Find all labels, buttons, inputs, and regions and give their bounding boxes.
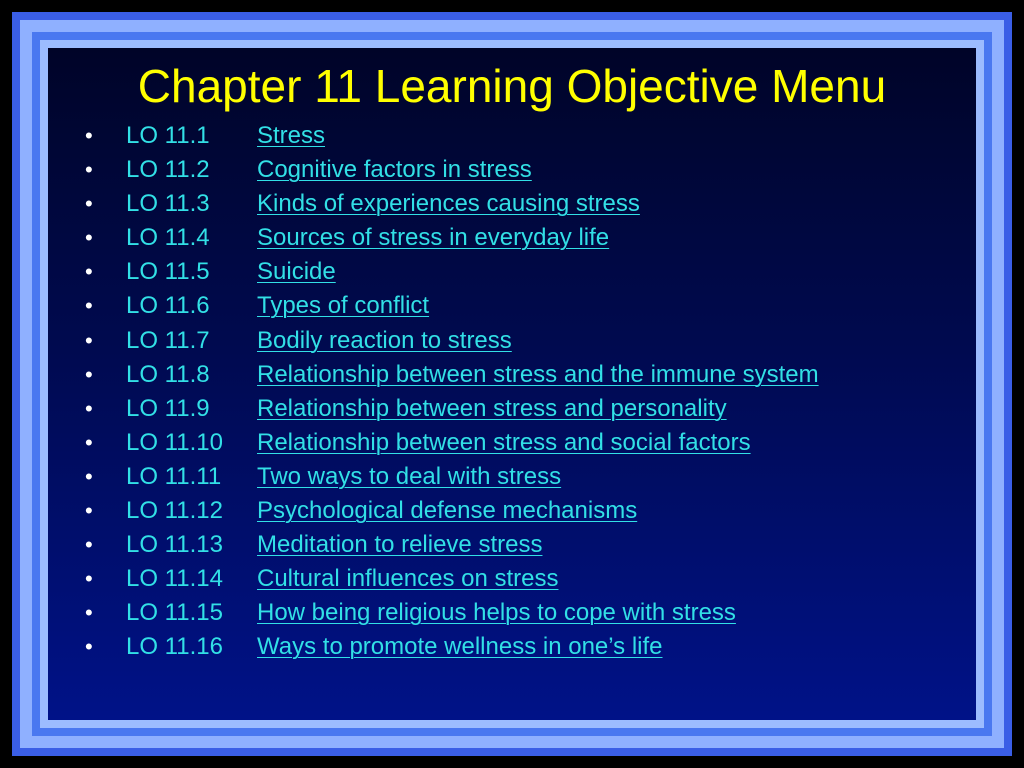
lo-code: LO 11.5 bbox=[126, 258, 210, 286]
menu-item bbox=[48, 494, 976, 528]
lo-code: LO 11.16 bbox=[126, 633, 223, 661]
lo-text: Ways to promote wellness in one’s life bbox=[257, 633, 663, 661]
lo-text: Relationship between stress and social factors bbox=[257, 428, 751, 456]
menu-item bbox=[48, 221, 976, 255]
bullet-icon: • bbox=[85, 157, 93, 183]
lo-text: How being religious helps to cope with stress bbox=[257, 599, 736, 627]
lo-text: Meditation to relieve stress bbox=[257, 531, 543, 559]
lo-text: Cognitive factors in stress bbox=[257, 156, 532, 184]
lo-text: Relationship between stress and the immune system bbox=[257, 360, 819, 388]
lo-link-4[interactable] bbox=[126, 221, 609, 255]
bullet-icon: • bbox=[85, 123, 93, 148]
bullet-icon: • bbox=[85, 532, 93, 558]
lo-code: LO 11.6 bbox=[126, 292, 210, 320]
menu-item bbox=[48, 324, 976, 358]
lo-text: Psychological defense mechanisms bbox=[257, 497, 638, 525]
lo-code: LO 11.9 bbox=[126, 394, 210, 422]
menu-item bbox=[48, 255, 976, 289]
lo-text: Sources of stress in everyday life bbox=[257, 224, 610, 252]
lo-text: Types of conflict bbox=[257, 292, 430, 320]
menu-item bbox=[48, 392, 976, 426]
slide-panel bbox=[48, 48, 976, 720]
menu-item bbox=[48, 358, 976, 392]
lo-text: Stress bbox=[257, 122, 326, 149]
lo-code: LO 11.14 bbox=[126, 565, 223, 593]
menu-item bbox=[48, 562, 976, 596]
bullet-icon: • bbox=[85, 293, 93, 319]
lo-code: LO 11.11 bbox=[126, 462, 222, 490]
lo-code: LO 11.10 bbox=[126, 428, 223, 456]
bullet-icon: • bbox=[85, 395, 93, 421]
lo-text: Relationship between stress and personality bbox=[257, 394, 727, 422]
lo-link-12[interactable] bbox=[126, 494, 637, 528]
lo-text: Two ways to deal with stress bbox=[257, 462, 562, 490]
lo-code: LO 11.2 bbox=[126, 156, 210, 184]
menu-item bbox=[48, 119, 976, 153]
menu-item bbox=[48, 187, 976, 221]
lo-link-15[interactable] bbox=[126, 596, 736, 630]
menu-item bbox=[48, 596, 976, 630]
bullet-icon: • bbox=[85, 191, 93, 217]
learning-objective-menu bbox=[48, 119, 976, 665]
bullet-icon: • bbox=[85, 498, 93, 524]
lo-link-1[interactable] bbox=[126, 119, 325, 153]
lo-link-9[interactable] bbox=[126, 392, 727, 426]
bullet-icon: • bbox=[85, 225, 93, 251]
lo-link-8[interactable] bbox=[126, 358, 819, 392]
bullet-icon: • bbox=[85, 600, 93, 626]
slide-title: Chapter 11 Learning Objective Menu bbox=[137, 60, 887, 112]
menu-item bbox=[48, 460, 976, 494]
lo-code: LO 11.3 bbox=[126, 190, 210, 218]
lo-text: Cultural influences on stress bbox=[257, 565, 559, 593]
bullet-icon: • bbox=[85, 259, 93, 285]
lo-text: Bodily reaction to stress bbox=[257, 326, 512, 354]
lo-link-14[interactable] bbox=[126, 562, 558, 596]
lo-link-11[interactable] bbox=[126, 460, 561, 494]
menu-item bbox=[48, 630, 976, 664]
lo-link-3[interactable] bbox=[126, 187, 640, 221]
lo-link-16[interactable] bbox=[126, 630, 663, 664]
bullet-icon: • bbox=[85, 566, 93, 592]
lo-code: LO 11.4 bbox=[126, 224, 210, 252]
lo-code: LO 11.8 bbox=[126, 360, 210, 388]
bullet-icon: • bbox=[85, 361, 93, 387]
lo-link-10[interactable] bbox=[126, 426, 751, 460]
lo-link-6[interactable] bbox=[126, 289, 429, 323]
menu-item bbox=[48, 426, 976, 460]
lo-link-5[interactable] bbox=[126, 255, 336, 289]
bullet-icon: • bbox=[85, 463, 93, 489]
bullet-icon: • bbox=[85, 327, 93, 353]
lo-text: Suicide bbox=[257, 258, 336, 286]
lo-code: LO 11.7 bbox=[126, 326, 210, 354]
lo-link-13[interactable] bbox=[126, 528, 542, 562]
lo-code: LO 11.15 bbox=[126, 599, 223, 627]
lo-code: LO 11.12 bbox=[126, 497, 223, 525]
lo-link-7[interactable] bbox=[126, 324, 512, 358]
menu-item bbox=[48, 153, 976, 187]
menu-item bbox=[48, 528, 976, 562]
bullet-icon: • bbox=[85, 634, 93, 660]
lo-text: Kinds of experiences causing stress bbox=[257, 190, 640, 218]
menu-item bbox=[48, 289, 976, 323]
lo-code: LO 11.13 bbox=[126, 531, 223, 559]
lo-link-2[interactable] bbox=[126, 153, 532, 187]
bullet-icon: • bbox=[85, 429, 93, 455]
lo-code: LO 11.1 bbox=[126, 122, 210, 149]
